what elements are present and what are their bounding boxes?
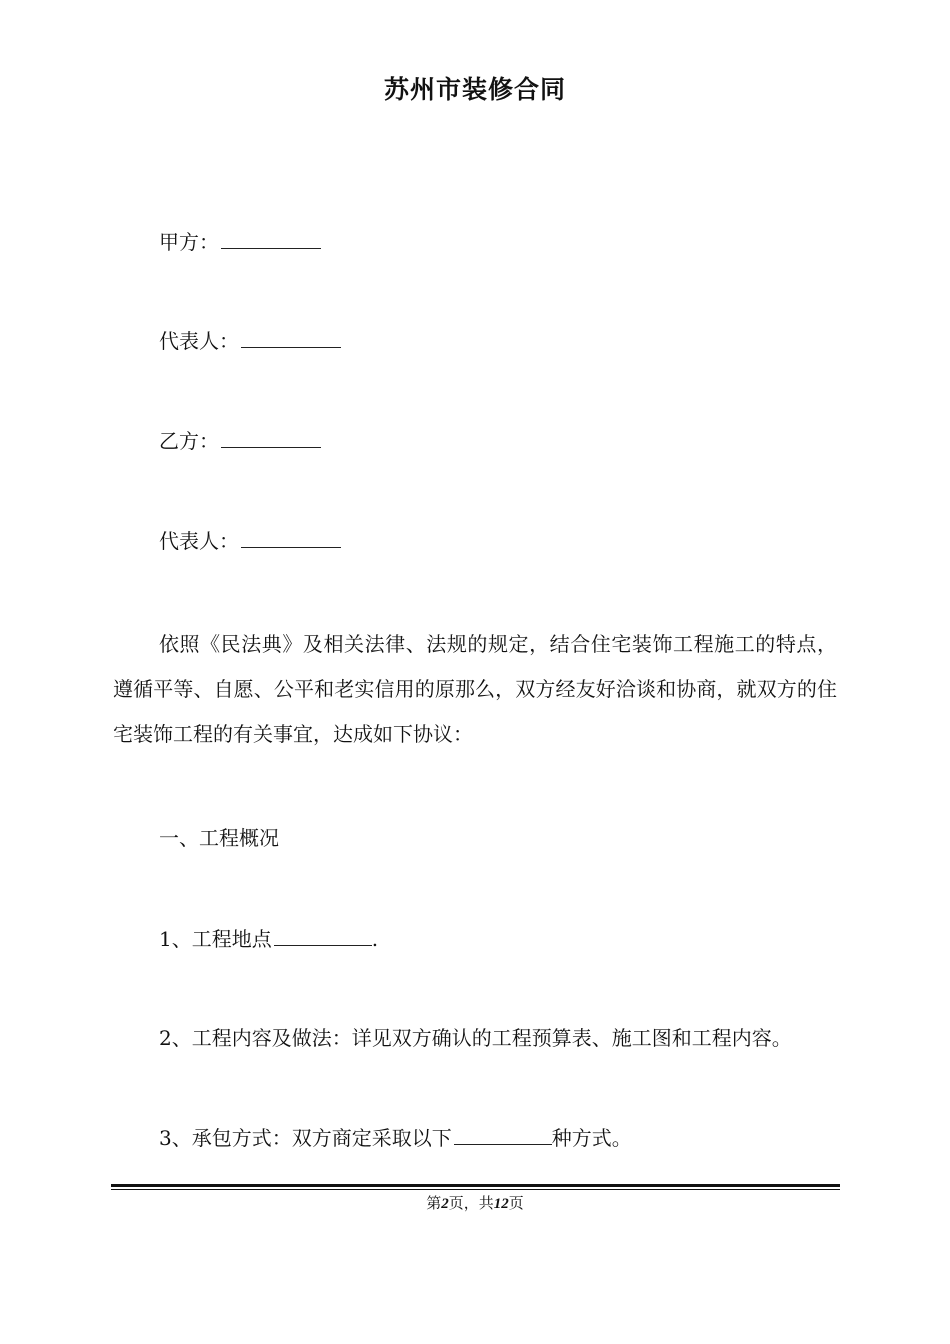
- page-footer: [0, 1193, 950, 1214]
- footer-middle: 页，共: [448, 1194, 494, 1212]
- item1-line: [159, 925, 378, 953]
- party-a-line: [159, 228, 321, 256]
- document-title: 苏州市装修合同: [383, 75, 566, 104]
- party-a-label: 甲方：: [159, 230, 219, 254]
- item1-end: .: [371, 927, 379, 951]
- item1-blank: [274, 927, 372, 946]
- footer-rule-thin: [111, 1189, 840, 1190]
- rep-b-line: [159, 527, 341, 555]
- section1-heading: 一、工程概况: [159, 826, 279, 850]
- intro-paragraph: 依照《民法典》及相关法律、法规的规定，结合住宅装饰工程施工的特点，遵循平等、自愿、公平和老实信用的原那么，双方经友好洽谈和协商，就双方的住宅装饰工程的有关事宜，达成如下协议：: [113, 632, 837, 746]
- rep-a-label: 代表人：: [159, 329, 239, 353]
- rep-b-blank: [241, 529, 341, 548]
- item1-label: 1、工程地点: [159, 927, 272, 951]
- item2-line: 2、工程内容及做法：详见双方确认的工程预算表、施工图和工程内容。: [159, 1026, 792, 1050]
- footer-rule-thick: [111, 1184, 840, 1187]
- rep-a-blank: [241, 329, 341, 348]
- party-b-line: [159, 427, 321, 455]
- item3-suffix: 种方式。: [551, 1126, 632, 1150]
- party-b-label: 乙方：: [159, 429, 219, 453]
- footer-total-pages: 12: [493, 1196, 509, 1212]
- footer-page-number: 2: [441, 1196, 449, 1212]
- footer-prefix: 第: [426, 1194, 442, 1212]
- rep-b-label: 代表人：: [159, 529, 239, 553]
- item3-prefix: 3、承包方式：双方商定采取以下: [159, 1126, 452, 1150]
- party-a-blank: [221, 230, 321, 249]
- party-b-blank: [221, 429, 321, 448]
- rep-a-line: [159, 327, 341, 355]
- item3-line: [159, 1124, 632, 1152]
- footer-suffix: 页: [508, 1194, 524, 1212]
- item3-blank: [454, 1126, 552, 1145]
